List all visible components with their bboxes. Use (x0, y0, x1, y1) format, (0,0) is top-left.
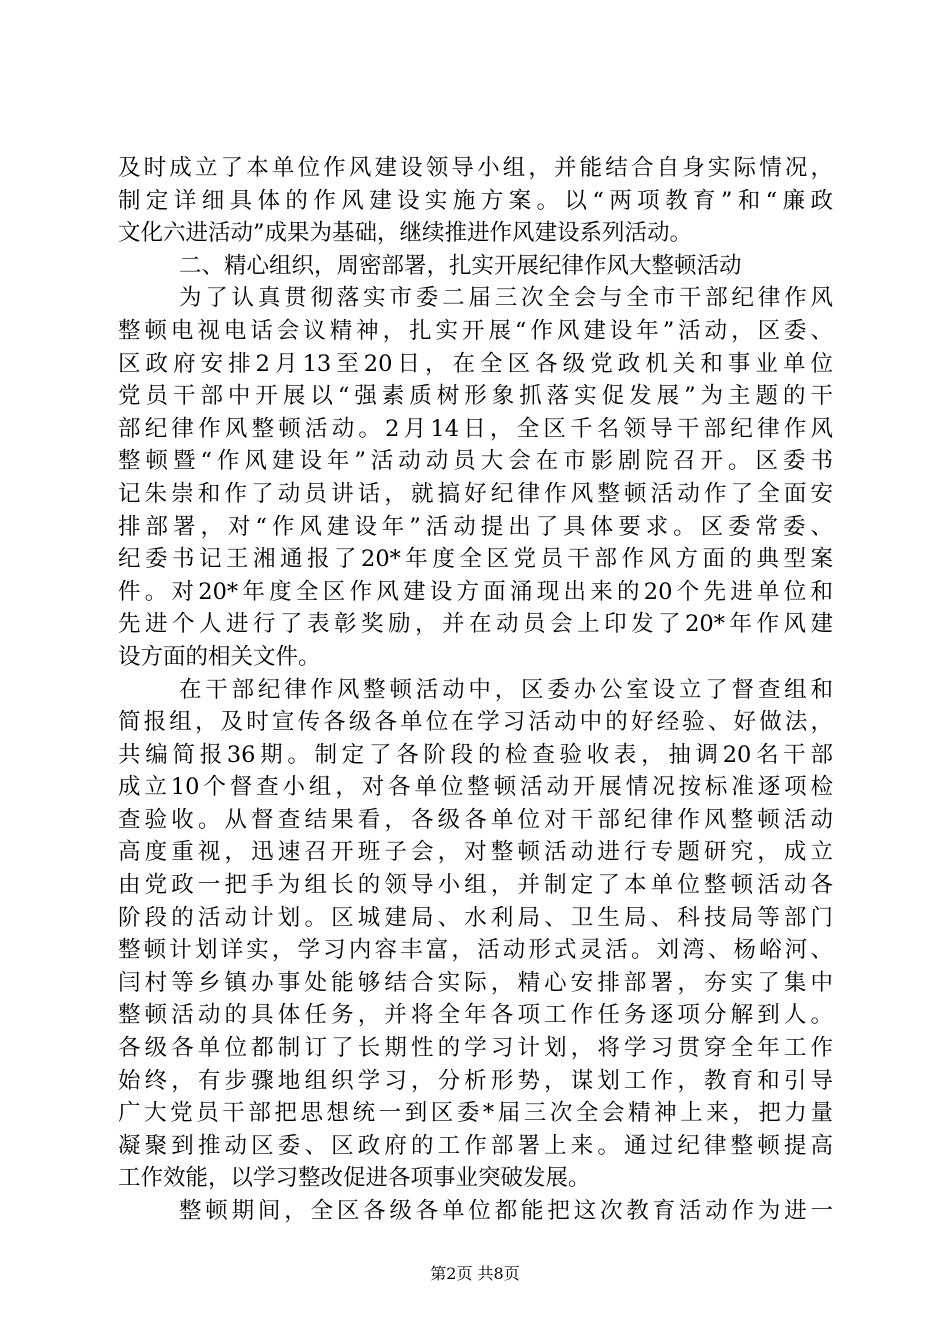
text-line: 阶段的活动计划。区城建局、水利局、卫生局、科技局等部门 (118, 904, 833, 931)
text-line: 及时成立了本单位作风建设领导小组，并能结合自身实际情况， (118, 155, 833, 181)
text-line: 制定详细具体的作风建设实施方案。以“两项教育”和“廉政 (118, 187, 833, 214)
text-line: 共编简报36期。制定了各阶段的检查验收表，抽调20名干部 (118, 741, 833, 768)
text-line: 文化六进活动”成果为基础，继续推进作风建设系列活动。 (118, 220, 693, 247)
text-line: 整顿电视电话会议精神，扎实开展“作风建设年”活动，区委、 (118, 317, 833, 344)
text-line: 在干部纪律作风整顿活动中，区委办公室设立了督查组和 (179, 676, 833, 703)
page-number: 第2页 共8页 (430, 1264, 520, 1283)
text-line: 整顿计划详实，学习内容丰富，活动形式灵活。刘湾、杨峪河、 (118, 937, 833, 964)
text-line: 设方面的相关文件。 (118, 643, 321, 670)
text-line: 由党政一把手为组长的领导小组，并制定了本单位整顿活动各 (118, 872, 833, 899)
text-line: 广大党员干部把思想统一到区委*届三次全会精神上来，把力量 (118, 1100, 833, 1127)
text-line: 整顿暨“作风建设年”活动动员大会在市影剧院召开。区委书 (118, 448, 833, 475)
text-line: 工作效能，以学习整改促进各项事业突破发展。 (118, 1165, 591, 1192)
text-line: 查验收。从督查结果看，各级各单位对干部纪律作风整顿活动 (118, 806, 833, 833)
text-line: 记朱崇和作了动员讲话，就搞好纪律作风整顿活动作了全面安 (118, 480, 833, 507)
text-line: 整顿活动的具体任务，并将全年各项工作任务逐项分解到人。 (118, 1002, 833, 1029)
text-line: 件。对20*年度全区作风建设方面涌现出来的20个先进单位和 (118, 578, 833, 605)
text-line: 整顿期间，全区各级各单位都能把这次教育活动作为进一 (179, 1198, 833, 1224)
text-line: 二、精心组织，周密部署，扎实开展纪律作风大整顿活动 (179, 252, 742, 279)
text-line: 党员干部中开展以“强素质树形象抓落实促发展”为主题的干 (118, 383, 833, 410)
text-line: 为了认真贯彻落实市委二届三次全会与全市干部纪律作风 (179, 285, 833, 312)
text-line: 部纪律作风整顿活动。2月14日，全区千名领导干部纪律作风 (118, 415, 833, 442)
text-line: 始终，有步骤地组织学习，分析形势，谋划工作，教育和引导 (118, 1067, 833, 1094)
text-line: 纪委书记王湘通报了20*年度全区党员干部作风方面的典型案 (118, 546, 833, 573)
text-line: 各级各单位都制订了长期性的学习计划，将学习贯穿全年工作 (118, 1035, 833, 1062)
text-line: 凝聚到推动区委、区政府的工作部署上来。通过纪律整顿提高 (118, 1132, 833, 1159)
text-line: 高度重视，迅速召开班子会，对整顿活动进行专题研究，成立 (118, 839, 833, 866)
text-line: 排部署，对“作风建设年”活动提出了具体要求。区委常委、 (118, 513, 833, 540)
text-line: 简报组，及时宣传各级各单位在学习活动中的好经验、好做法， (118, 709, 833, 736)
text-line: 先进个人进行了表彰奖励，并在动员会上印发了20*年作风建 (118, 611, 833, 638)
text-line: 闫村等乡镇办事处能够结合实际，精心安排部署，夯实了集中 (118, 969, 833, 996)
text-line: 成立10个督查小组，对各单位整顿活动开展情况按标准逐项检 (118, 774, 833, 801)
text-line: 区政府安排2月13至20日，在全区各级党政机关和事业单位 (118, 350, 833, 377)
document-body (118, 152, 833, 1228)
